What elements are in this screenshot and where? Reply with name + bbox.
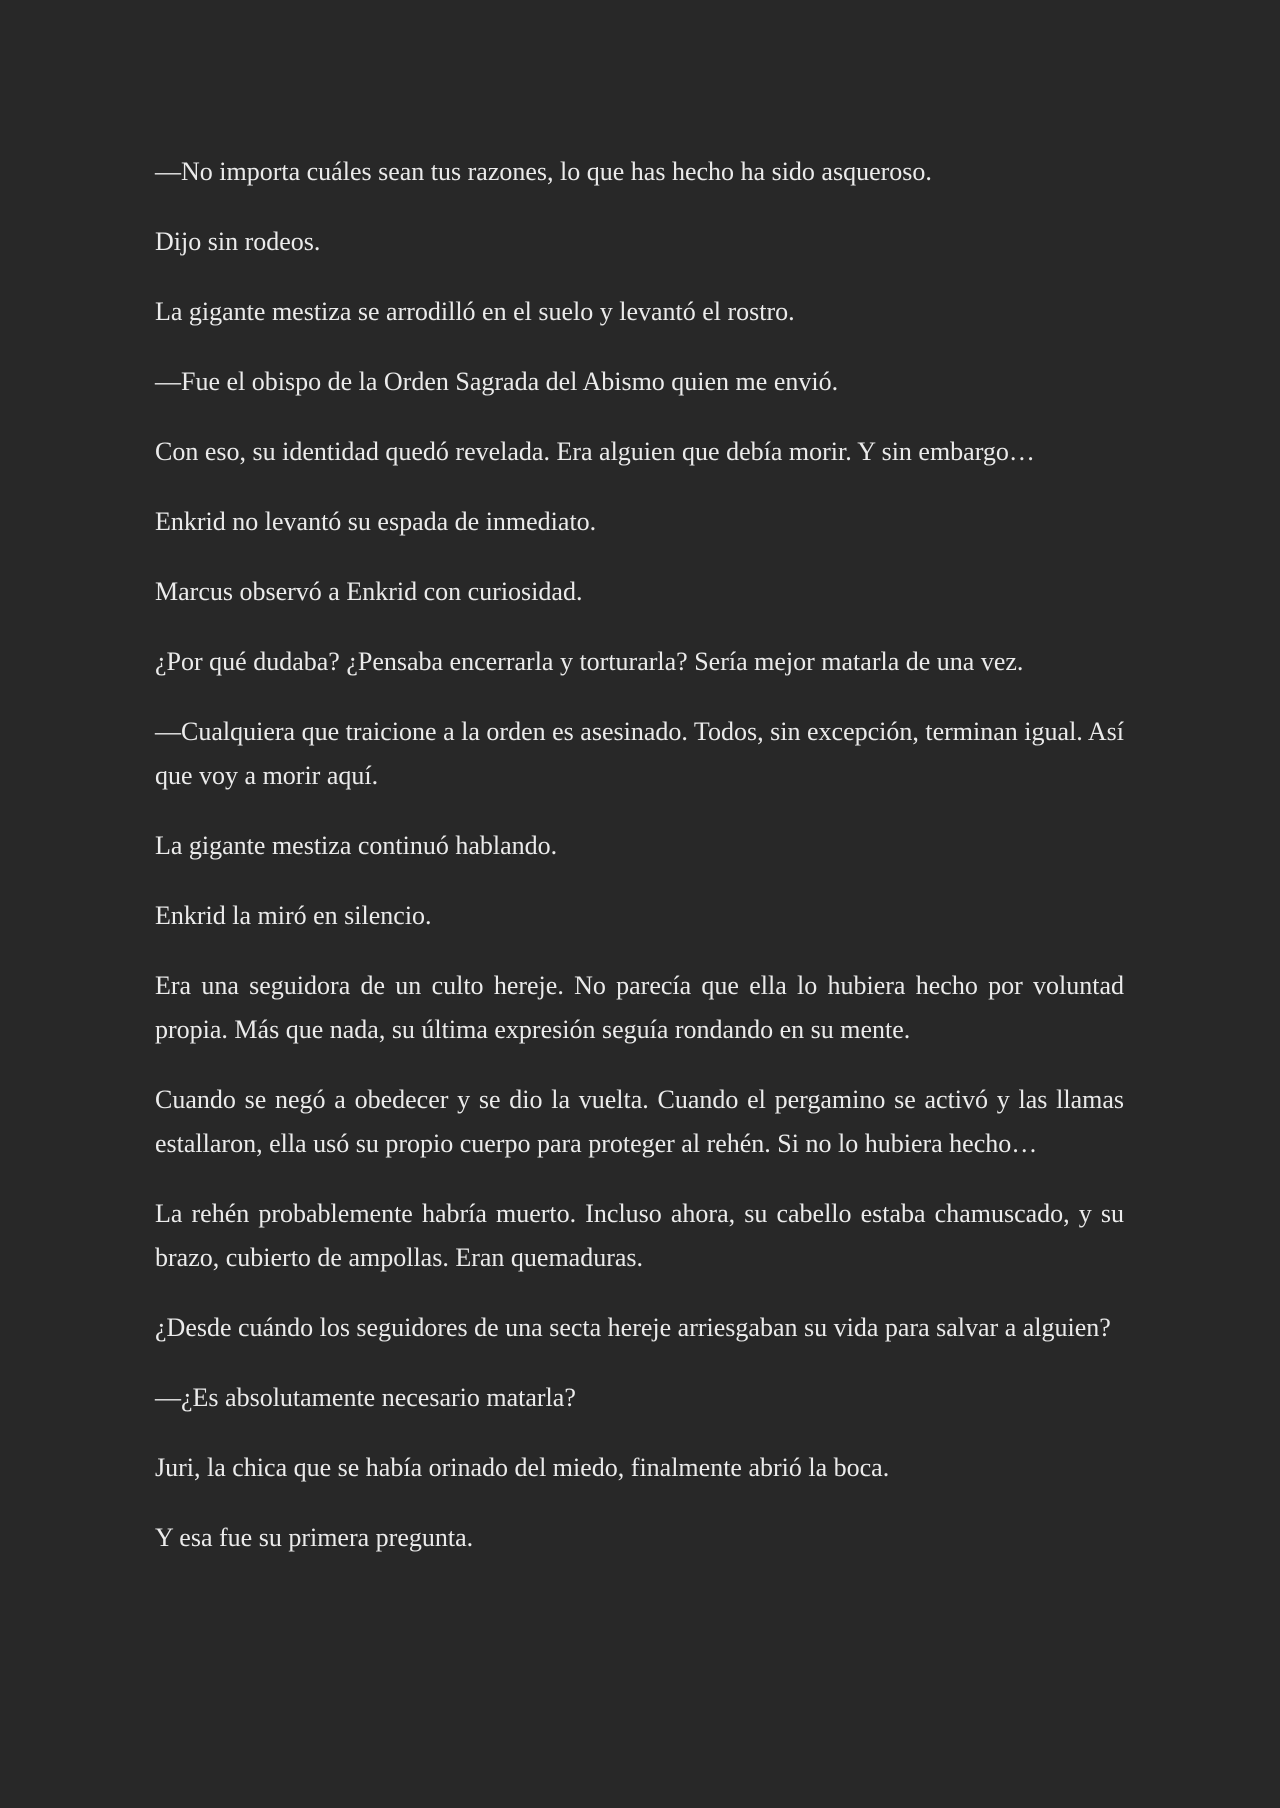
paragraph-12: Era una seguidora de un culto hereje. No parecía que ella lo hubiera hecho por voluntad propia. Más que nada, su última expresión seguía rondando en su mente.: [155, 971, 1124, 1044]
paragraph-5: Con eso, su identidad quedó revelada. Era alguien que debía morir. Y sin embargo…: [155, 437, 1035, 466]
reading-content: [155, 150, 1124, 1586]
paragraph-15: ¿Desde cuándo los seguidores de una secta hereje arriesgaban su vida para salvar a alguien?: [155, 1313, 1111, 1342]
paragraph-3: La gigante mestiza se arrodilló en el suelo y levantó el rostro.: [155, 297, 795, 326]
paragraph-8: ¿Por qué dudaba? ¿Pensaba encerrarla y torturarla? Sería mejor matarla de una vez.: [155, 647, 1024, 676]
paragraph-1: —No importa cuáles sean tus razones, lo que has hecho ha sido asqueroso.: [155, 157, 932, 186]
paragraph-16: —¿Es absolutamente necesario matarla?: [155, 1383, 576, 1412]
paragraph-17: Juri, la chica que se había orinado del miedo, finalmente abrió la boca.: [155, 1453, 890, 1482]
paragraph-2: Dijo sin rodeos.: [155, 227, 321, 256]
paragraph-13: Cuando se negó a obedecer y se dio la vuelta. Cuando el pergamino se activó y las llamas estallaron, ella usó su propio cuerpo para proteger al rehén. Si no lo hubiera hecho…: [155, 1085, 1124, 1158]
paragraph-11: Enkrid la miró en silencio.: [155, 901, 432, 930]
paragraph-10: La gigante mestiza continuó hablando.: [155, 831, 558, 860]
paragraph-7: Marcus observó a Enkrid con curiosidad.: [155, 577, 583, 606]
paragraph-6: Enkrid no levantó su espada de inmediato.: [155, 507, 597, 536]
paragraph-14: La rehén probablemente habría muerto. Incluso ahora, su cabello estaba chamuscado, y su brazo, cubierto de ampollas. Eran quemaduras.: [155, 1199, 1124, 1272]
paragraph-9: —Cualquiera que traicione a la orden es asesinado. Todos, sin excepción, terminan igual. Así que voy a morir aquí.: [155, 717, 1124, 790]
paragraph-18: Y esa fue su primera pregunta.: [155, 1523, 474, 1552]
paragraph-4: —Fue el obispo de la Orden Sagrada del Abismo quien me envió.: [155, 367, 839, 396]
